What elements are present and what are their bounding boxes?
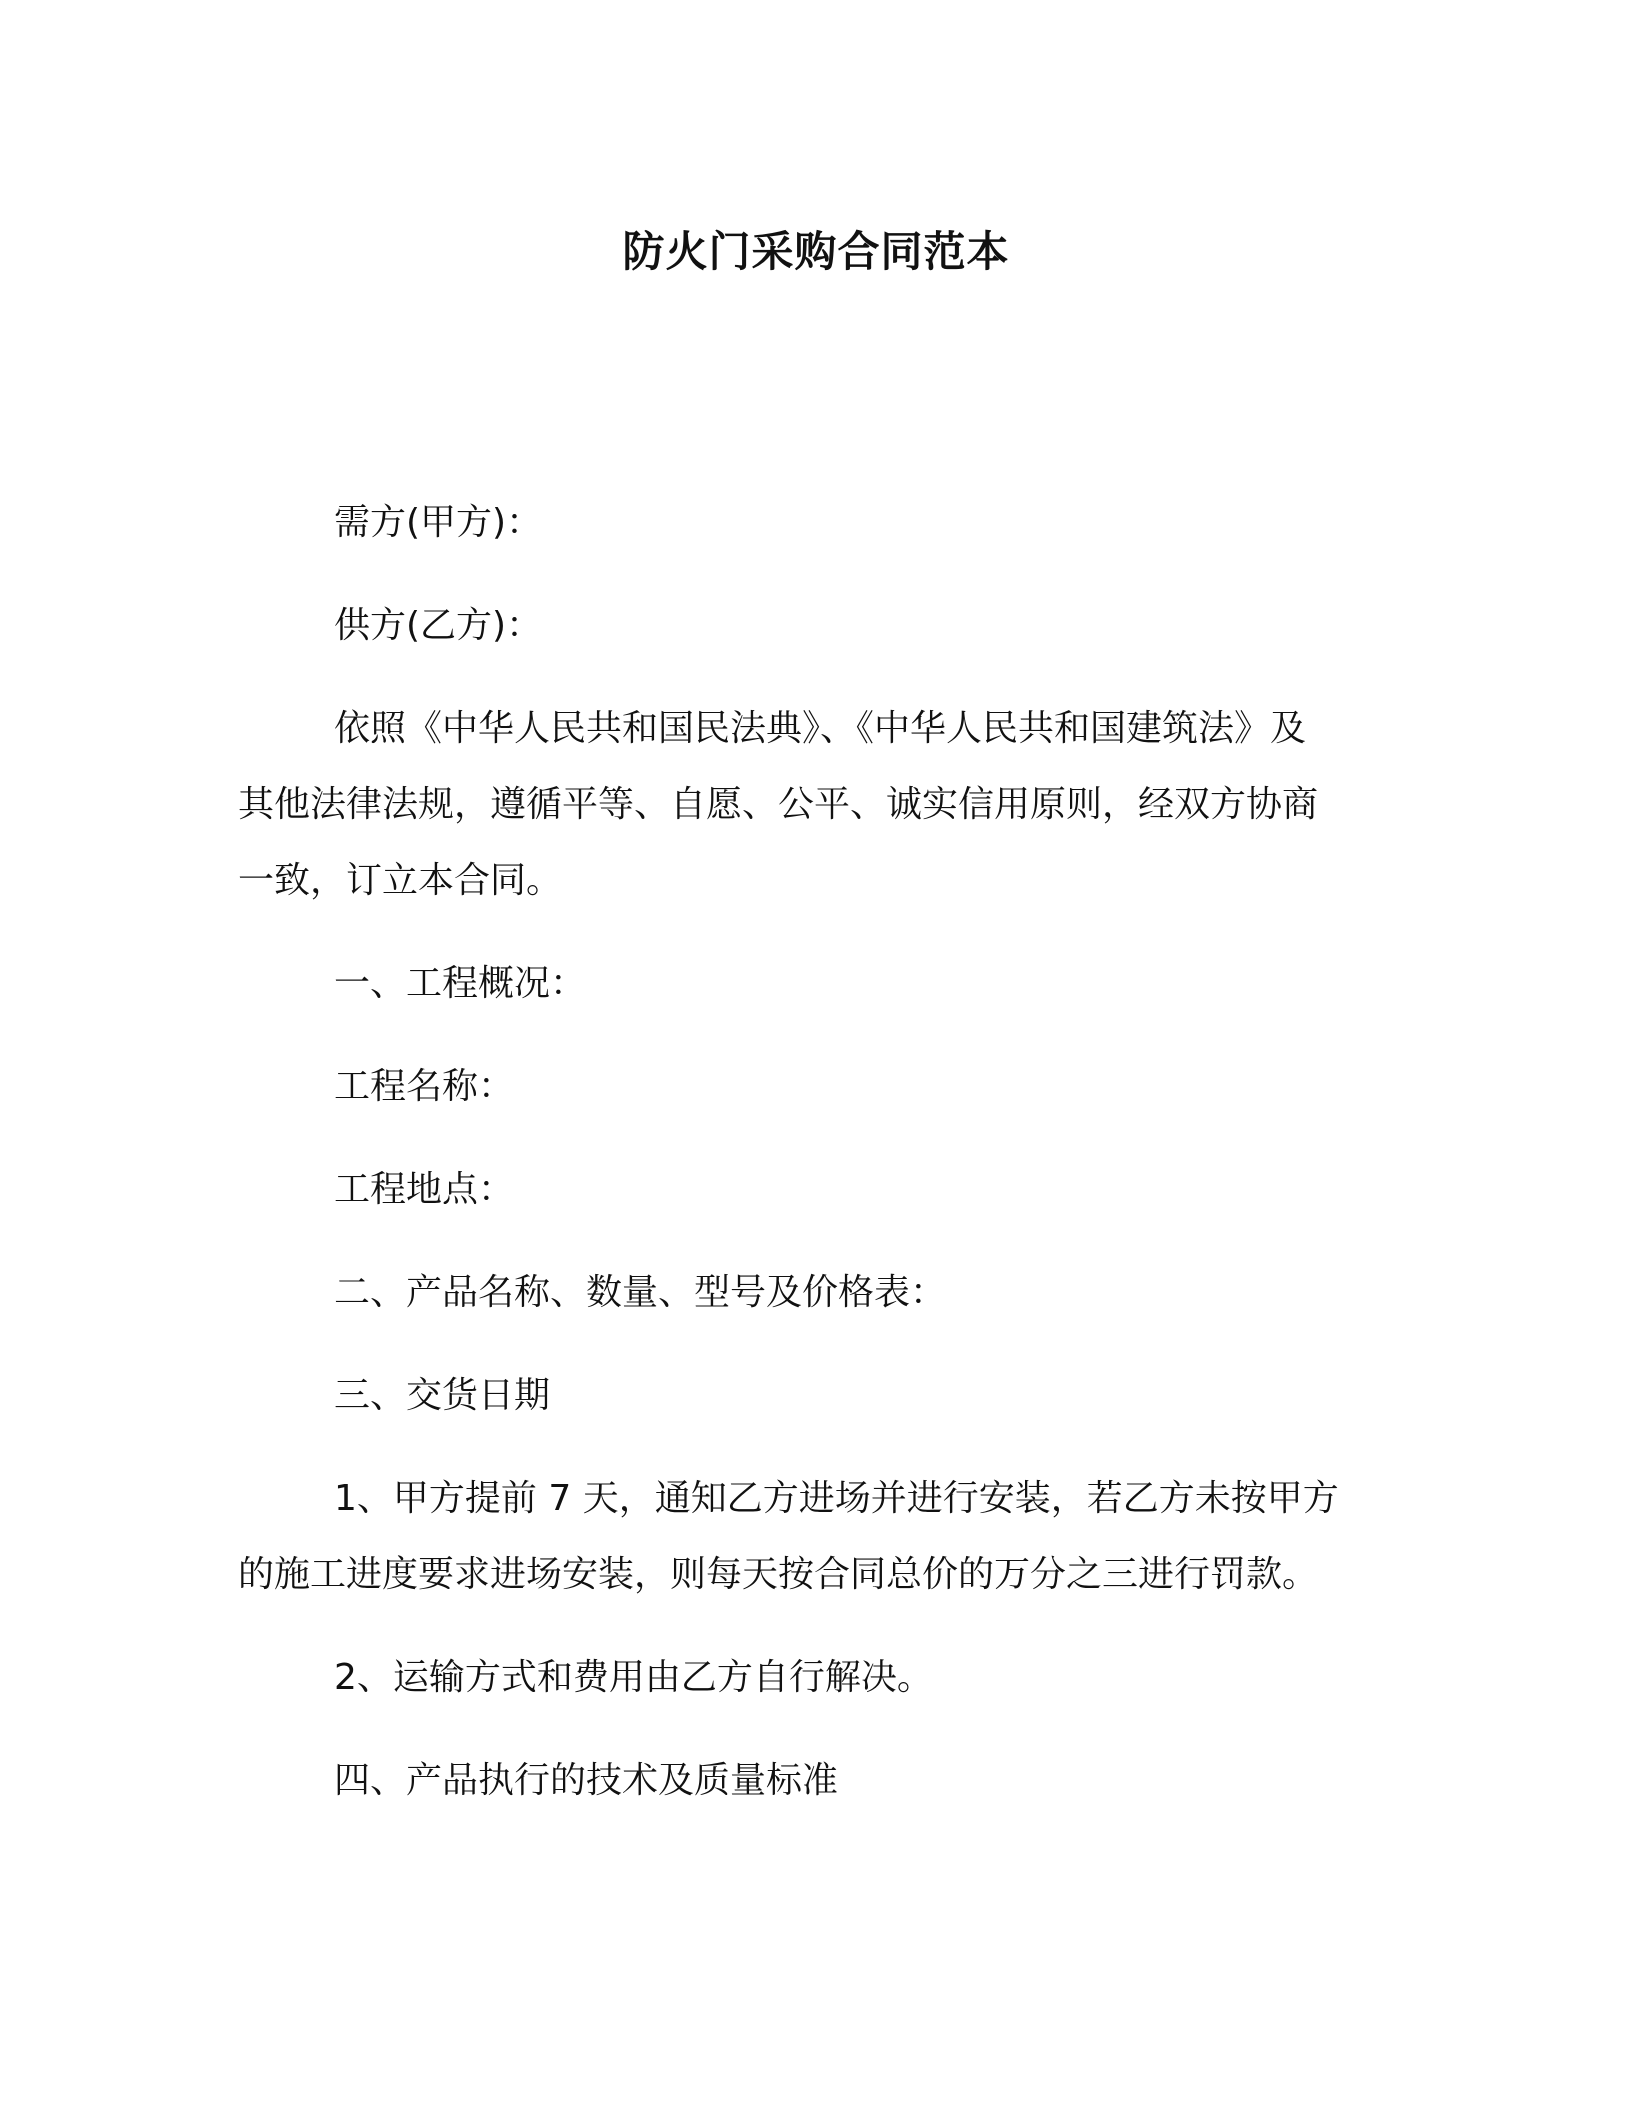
delivery-clause-1-line-2: 的施工进度要求进场安装，则每天按合同总价的万分之三进行罚款。 xyxy=(238,1554,1319,1595)
preamble-line-1: 依照《中华人民共和国民法典》、《中华人民共和国建筑法》及 xyxy=(334,708,1307,749)
project-name-line: 工程名称： xyxy=(334,1066,515,1107)
party-a-line: 需方(甲方)： xyxy=(334,502,543,543)
project-location-line: 工程地点： xyxy=(334,1169,515,1210)
delivery-clause-2: 2、运输方式和费用由乙方自行解决。 xyxy=(334,1657,933,1698)
section-2-heading: 二、产品名称、数量、型号及价格表： xyxy=(334,1272,947,1313)
section-3-heading: 三、交货日期 xyxy=(334,1375,551,1416)
delivery-clause-1-line-1: 1、甲方提前 7 天，通知乙方进场并进行安装，若乙方未按甲方 xyxy=(334,1478,1339,1519)
document-title: 防火门采购合同范本 xyxy=(622,227,1010,276)
preamble-line-2: 其他法律法规，遵循平等、自愿、公平、诚实信用原则，经双方协商 xyxy=(238,784,1319,825)
section-1-heading: 一、工程概况： xyxy=(334,963,587,1004)
party-b-line: 供方(乙方)： xyxy=(334,605,543,646)
preamble-line-3: 一致，订立本合同。 xyxy=(238,860,563,901)
section-4-heading: 四、产品执行的技术及质量标准 xyxy=(334,1760,839,1801)
